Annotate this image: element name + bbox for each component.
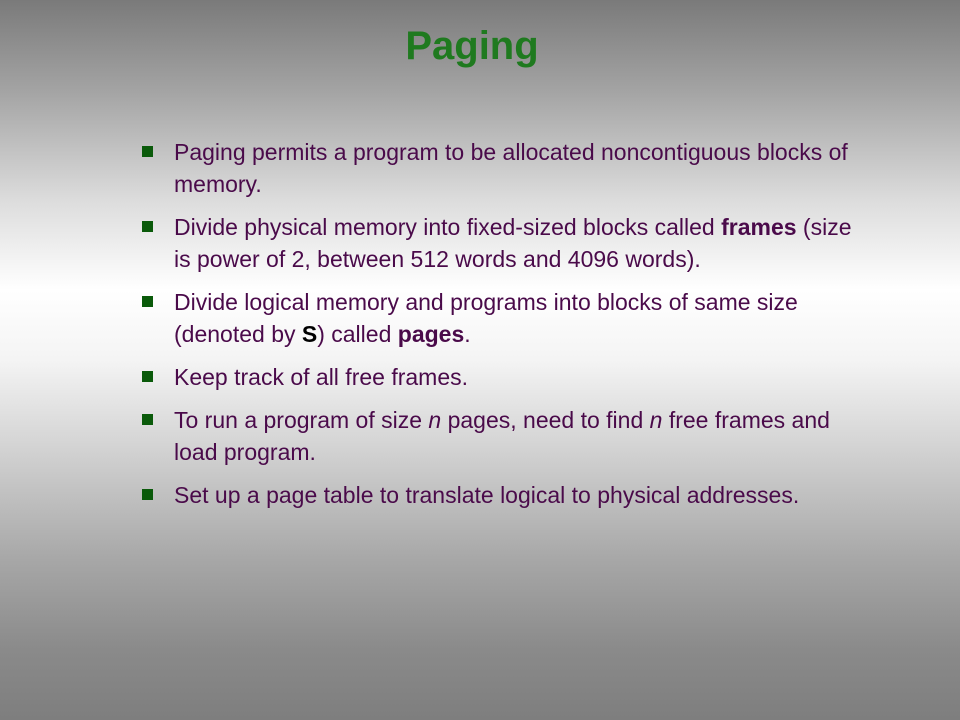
bullet-text: ) called bbox=[317, 321, 398, 347]
square-bullet-icon bbox=[142, 296, 153, 307]
bullet-item-paging-definition bbox=[142, 136, 862, 200]
square-bullet-icon bbox=[142, 146, 153, 157]
bullet-list bbox=[142, 136, 862, 522]
slide-title: Paging bbox=[405, 24, 539, 68]
bullet-item-free-frames bbox=[142, 361, 862, 393]
bullet-text: Keep track of all free frames. bbox=[174, 364, 469, 390]
bullet-item-pages bbox=[142, 286, 862, 350]
bullet-text: Divide physical memory into fixed-sized blocks called bbox=[174, 214, 722, 240]
bullet-text: pages, need to find bbox=[441, 407, 650, 433]
square-bullet-icon bbox=[142, 414, 153, 425]
bullet-item-run-program bbox=[142, 404, 862, 468]
bullet-text: Paging permits a program to be allocated noncontiguous blocks of memory. bbox=[174, 139, 848, 197]
bullet-text: . bbox=[464, 321, 471, 347]
bullet-text: To run a program of size bbox=[174, 407, 429, 433]
bullet-text: Divide logical memory and programs into blocks of same size (denoted by bbox=[174, 289, 798, 347]
term-frames: frames bbox=[721, 214, 797, 240]
square-bullet-icon bbox=[142, 371, 153, 382]
bullet-text: Set up a page table to translate logical to physical addresses. bbox=[174, 482, 800, 508]
variable-n: n bbox=[428, 407, 442, 433]
bullet-item-page-table bbox=[142, 479, 862, 511]
bullet-item-frames bbox=[142, 211, 862, 275]
square-bullet-icon bbox=[142, 489, 153, 500]
bullet-text: free frames and load program. bbox=[174, 407, 830, 465]
bullet-text: (size is power of 2, between 512 words and 4096 words). bbox=[174, 214, 852, 272]
variable-n: n bbox=[649, 407, 663, 433]
symbol-s: S bbox=[301, 321, 318, 347]
square-bullet-icon bbox=[142, 221, 153, 232]
term-pages: pages bbox=[397, 321, 465, 347]
